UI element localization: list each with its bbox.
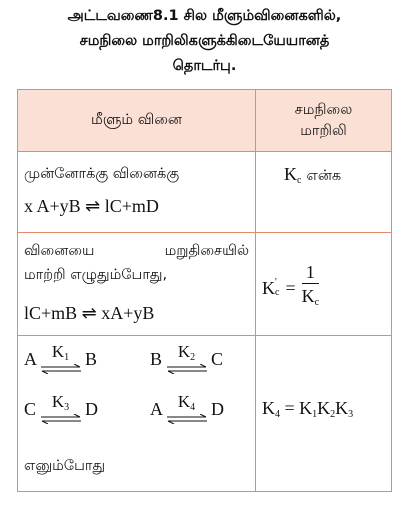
reaction3-k: K [51,392,65,411]
row2-eq-arrow: ⇌ [81,303,97,323]
row2-k-symbol: K [262,277,275,298]
caption-line-3: தொடர்பு. [172,58,237,74]
reaction4-right: D [211,399,225,420]
row1-eq-arrow: ⇌ [85,196,101,216]
header-reversible-reaction [18,90,256,152]
row2-word1: வினையை [24,243,95,259]
row3-k2-sub: 2 [330,409,336,420]
row2-reaction-cell [18,233,256,336]
row2-numerator: 1 [302,261,319,284]
reaction4-k: K [177,392,191,411]
caption-line-1: அட்டவணை8.1 சில மீளும்வினைகளில், [67,8,342,24]
reaction3-left: C [24,399,37,420]
row3-k1-sub: 1 [312,409,318,420]
header-col2-line2: மாறிலி [300,122,347,139]
row2-constant-cell [256,233,392,336]
row2-word2: மறுதிசையில் [164,243,249,259]
reaction4-left: A [150,399,163,420]
equilibrium-arrow-icon [41,342,81,376]
row2-equals: = [285,277,296,298]
header-col2-line1: சமநிலை [294,101,353,118]
table-header-row [18,90,392,152]
row3-k-lhs: K [262,398,275,418]
row3-k3: K [335,398,349,418]
reaction1-right: B [85,349,98,370]
table-row [18,233,392,336]
reaction-c-to-d [24,392,99,426]
equilibrium-arrow-icon [167,342,207,376]
row2-equation [24,303,154,324]
header-col1-label: மீளும் வினை [91,111,182,128]
reaction2-k: K [177,342,191,361]
caption-line-2: சமநிலை மாறிலிகளுக்கிடையேயானத் [79,33,330,49]
row2-text-line2: மாற்றி எழுதும்போது, [24,267,168,283]
row1-eq-right: lC+mD [104,196,159,216]
row2-k-prime: ' [275,277,277,288]
row1-eq-left: x A+yB [24,196,81,216]
row3-k2: K [317,398,331,418]
row2-fraction [302,261,319,315]
row1-k-text: என்க [306,168,342,184]
row1-constant-cell [256,152,392,233]
table-row [18,152,392,233]
reaction3-right: D [85,399,99,420]
reaction2-right: C [211,349,224,370]
row3-k3-sub: 3 [348,409,354,420]
reaction2-k-sub: 2 [190,352,196,363]
reaction3-k-sub: 3 [64,402,70,413]
row3-text: எனும்போது [24,458,106,474]
row3-reaction-cell [18,336,256,492]
table-caption [0,4,409,79]
row1-reaction-cell [18,152,256,233]
equilibrium-arrow-icon [167,392,207,426]
reaction2-left: B [150,349,163,370]
reaction-a-to-d [150,392,225,426]
row3-equals: = [284,398,295,418]
row2-text-line1 [24,241,249,261]
row1-text: முன்னோக்கு வினைக்கு [24,166,180,182]
row1-k-sub: c [297,175,302,186]
row2-denominator-sub: c [314,297,320,308]
row3-constant-cell [256,336,392,492]
equilibrium-arrow-icon [41,392,81,426]
table-row [18,336,392,492]
reaction1-left: A [24,349,37,370]
row2-denominator: K [301,286,315,306]
row1-constant [284,164,341,186]
row3-constant [262,398,353,420]
row3-k1: K [299,398,313,418]
row2-eq-left: lC+mB [24,303,78,323]
equilibrium-constants-table [17,89,392,492]
row2-k-sub: c [275,287,280,298]
reaction1-k: K [51,342,65,361]
reaction-a-to-b [24,342,98,376]
row1-k-symbol: K [284,164,297,184]
header-equilibrium-constant [256,90,392,152]
row3-k-lhs-sub: 4 [275,409,280,420]
row2-constant [262,261,319,315]
row2-eq-right: xA+yB [101,303,155,323]
reaction1-k-sub: 1 [64,352,70,363]
reaction4-k-sub: 4 [190,402,196,413]
reaction-b-to-c [150,342,224,376]
row1-equation [24,196,159,217]
